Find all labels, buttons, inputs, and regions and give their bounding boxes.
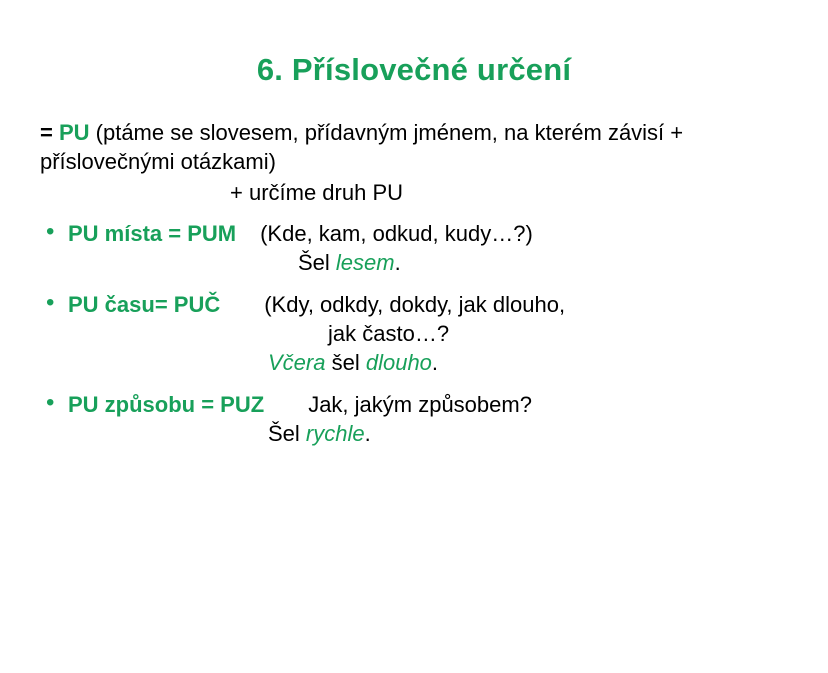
definition-abbr: PU — [58, 120, 90, 145]
example-italic: rychle — [305, 420, 365, 446]
item-question-puc-line2: jak často…? — [328, 320, 450, 346]
item-example-puc — [68, 348, 788, 377]
definition-paragraph — [40, 118, 788, 176]
list-item — [40, 219, 788, 278]
example-prefix: Šel — [298, 250, 336, 276]
example-suffix: . — [364, 420, 371, 446]
item-label-pum: PU místa = PUM — [68, 221, 237, 247]
item-question-puc: (Kdy, odkdy, dokdy, jak dlouho, — [264, 291, 566, 317]
item-example-puz — [68, 419, 788, 448]
example-mid: šel — [325, 350, 366, 376]
item-label-puz: PU způsobu = PUZ — [68, 391, 265, 417]
slide — [0, 52, 828, 673]
item-label-puc: PU času= PUČ — [68, 291, 221, 317]
list-item — [40, 390, 788, 449]
page-title: 6. Příslovečné určení — [256, 52, 572, 87]
definition-second-line: + určíme druh PU — [230, 180, 404, 206]
example-suffix: . — [394, 250, 401, 276]
definition-prefix: = — [40, 120, 59, 145]
example-suffix: . — [431, 350, 439, 376]
list-item — [40, 290, 788, 378]
slide-body — [0, 118, 828, 448]
example-italic: dlouho — [365, 350, 432, 376]
example-italic: lesem — [335, 250, 395, 276]
item-example-pum — [68, 248, 788, 277]
item-question-puz: Jak, jakým způsobem? — [308, 391, 532, 417]
example-prefix: Šel — [268, 420, 306, 446]
item-question-pum: (Kde, kam, odkud, kudy…?) — [260, 221, 533, 247]
example-italic-first: Včera — [268, 350, 326, 376]
definition-rest: (ptáme se slovesem, přídavným jménem, na kterém závisí + příslovečnými otázkami) — [40, 120, 684, 175]
